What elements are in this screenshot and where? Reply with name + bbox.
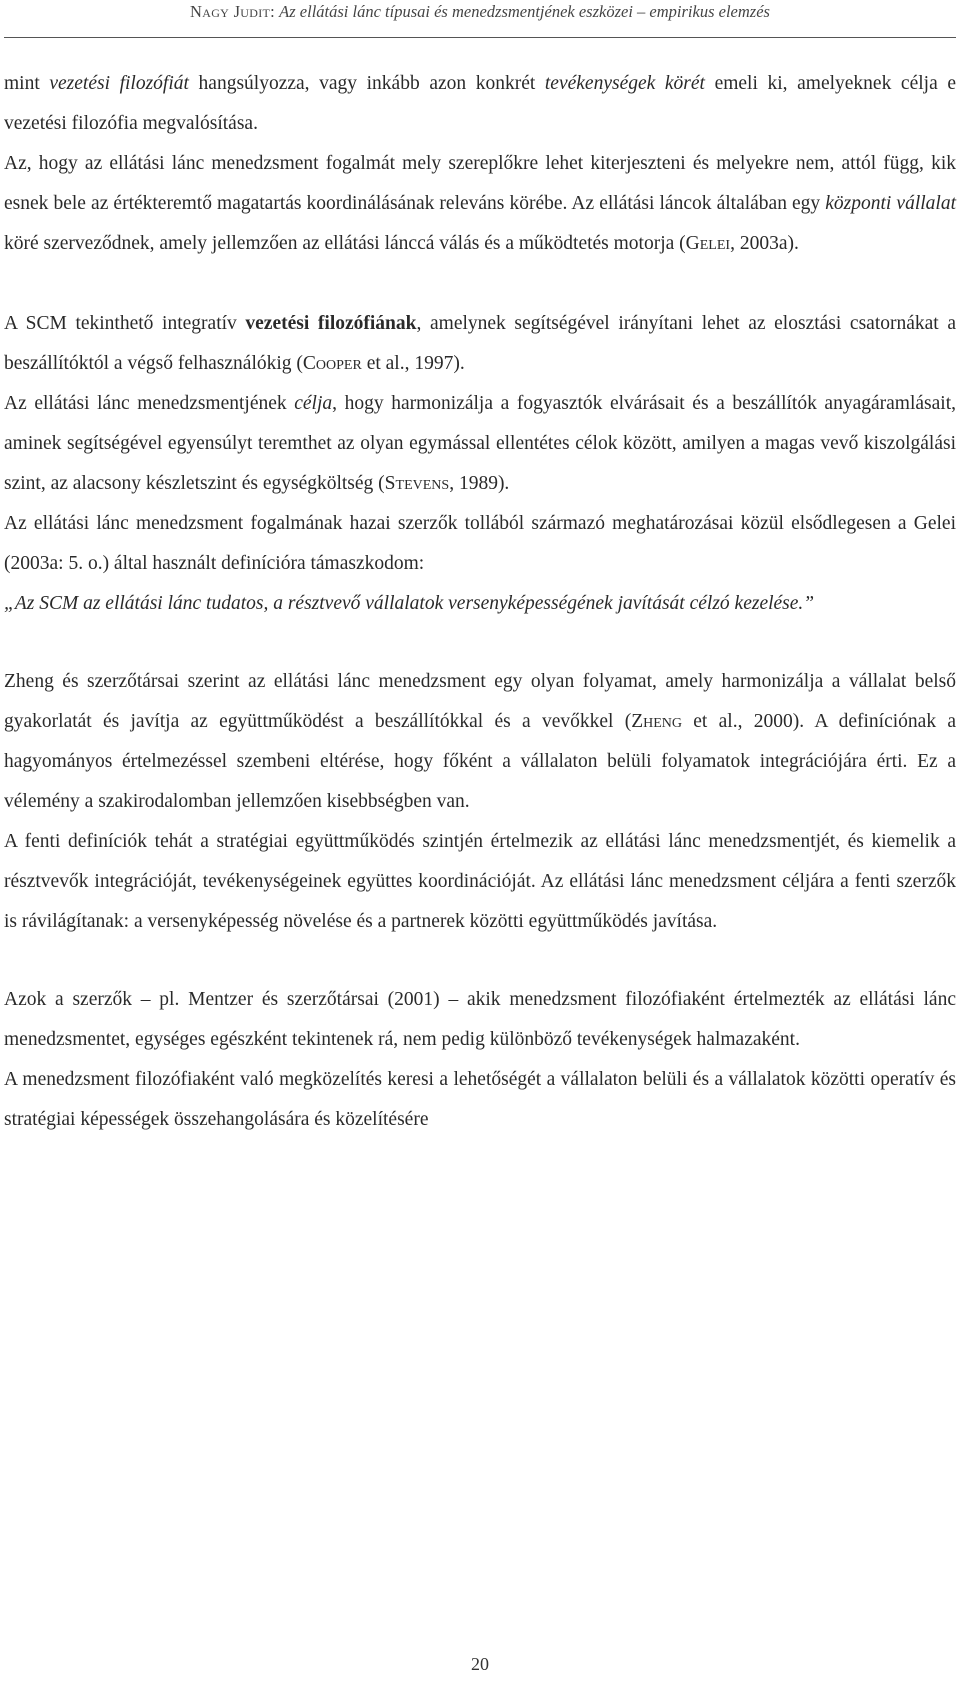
- paragraph: Zheng és szerzőtársai szerint az ellátási lánc menedzsment egy olyan folyamat, amely harmonizálja a vállalat belső gyakorlatát és javítja az együttműködést a beszállítókkal és a vevőkkel (Zheng et al., 2000). A definíciónak a hagyományos értelmezéssel szembeni eltérése, hogy főként a vállalaton belüli folyamatok integrációjára érti. Ez a vélemény a szakirodalomban jellemzően kisebbségben van.: [4, 671, 956, 812]
- paragraph: A SCM tekinthető integratív vezetési filozófiának, amelynek segítségével irányítani lehet az elosztási csatornákat a beszállítóktól a végső felhasználókig (Cooper et al., 1997).: [4, 313, 956, 374]
- paragraph: A fenti definíciók tehát a stratégiai együttműködés szintjén értelmezik az ellátási lánc menedzsmentjét, és kiemelik a résztvevők integrációját, tevékenységeinek együttes koordinációját. Az ellátási lánc menedzsment céljára a fenti szerzők is rávilágítanak: a versenyképesség növelése és a partnerek közötti együttműködés javítása.: [4, 831, 956, 932]
- page-number: 20: [471, 1654, 489, 1674]
- paragraph: Azok a szerzők – pl. Mentzer és szerzőtársai (2001) – akik menedzsment filozófiaként értelmezték az ellátási lánc menedzsmentet, egységes egészként tekintenek rá, nem pedig különböző tevékenységek halmazaként.: [4, 989, 956, 1050]
- header-author: Nagy Judit:: [190, 2, 276, 21]
- paragraph: Az ellátási lánc menedzsment fogalmának hazai szerzők tollából származó meghatározásai közül elsődlegesen a Gelei (2003a: 5. o.) által használt definícióra támaszkodom:: [4, 513, 956, 574]
- header-title: Az ellátási lánc típusai és menedzsmentjének eszközei – empirikus elemzés: [279, 2, 770, 21]
- paragraph: Az, hogy az ellátási lánc menedzsment fogalmát mely szereplőkre lehet kiterjeszteni és melyekre nem, attól függ, kik esnek bele az értékteremtő magatartás koordinálásának releváns körébe. Az ellátási láncok általában egy központi vállalat köré szerveződnek, amely jellemzően az ellátási lánccá válás és a működtetés motorja (Gelei, 2003a).: [4, 153, 956, 254]
- paragraph: mint vezetési filozófiát hangsúlyozza, vagy inkább azon konkrét tevékenységek körét emeli ki, amelyeknek célja e vezetési filozófia megvalósítása.: [4, 73, 956, 134]
- paragraph: Az ellátási lánc menedzsmentjének célja, hogy harmonizálja a fogyasztók elvárásait és a beszállítók anyagáramlásait, aminek segítségével egyensúlyt teremthet az olyan egymással ellentétes célok között, amilyen a magas vevő kiszolgálási szint, az alacsony készletszint és egységköltség (Stevens, 1989).: [4, 393, 956, 494]
- running-header: [0, 0, 960, 32]
- paragraph: A menedzsment filozófiaként való megközelítés keresi a lehetőségét a vállalaton belüli és a vállalatok közötti operatív és stratégiai képességek összehangolására és közelítésére: [4, 1069, 956, 1130]
- header-rule: [4, 37, 956, 38]
- body-text: [4, 64, 956, 1140]
- definition-quote: „Az SCM az ellátási lánc tudatos, a résztvevő vállalatok versenyképességének javítását célzó kezelése.”: [4, 593, 815, 614]
